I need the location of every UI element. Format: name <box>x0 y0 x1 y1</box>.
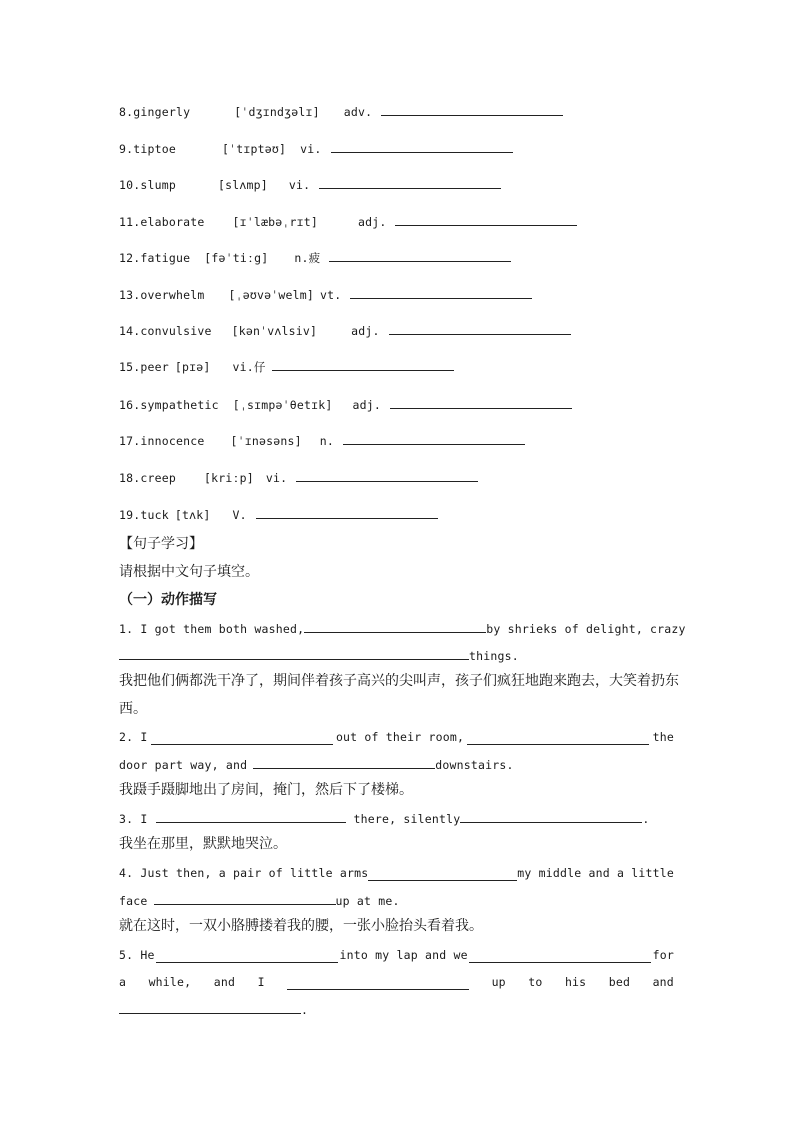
sentence-text: 1. I got them both washed, <box>119 622 305 636</box>
answer-blank[interactable] <box>287 977 469 990</box>
answer-blank[interactable] <box>469 950 651 963</box>
sentence-text: 3. I <box>119 812 148 826</box>
vocab-pos: adj. <box>357 215 387 229</box>
sentence-2-line-2 <box>119 756 674 773</box>
sentence-text: into my lap and we <box>339 948 468 962</box>
sentence-1-translation-1: 我把他们俩都洗干净了，期间伴着孩子高兴的尖叫声，孩子们疯狂地跑来跑去，大笑着扔东 <box>119 673 679 689</box>
vocab-phonetic: [tʌk] <box>174 508 211 522</box>
vocab-phonetic: [kənˈvʌlsiv] <box>231 324 318 338</box>
answer-blank[interactable] <box>256 506 438 519</box>
vocab-phonetic: [ɪˈlæbəˌrɪt] <box>232 215 318 229</box>
sentence-text: 5. He <box>119 948 155 962</box>
answer-blank[interactable] <box>156 950 338 963</box>
sentence-3-line-1 <box>119 810 674 827</box>
vocab-item-8 <box>119 103 563 120</box>
vocab-item-15 <box>119 358 454 375</box>
sentence-4-line-1 <box>119 865 674 881</box>
answer-blank[interactable] <box>368 868 517 881</box>
vocab-pos: V. <box>232 508 247 522</box>
answer-blank[interactable] <box>304 620 486 633</box>
vocab-phonetic: [fəˈtiːg] <box>204 251 269 265</box>
vocab-item-14 <box>119 322 571 339</box>
vocab-word: 13.overwhelm <box>119 288 205 302</box>
vocab-phonetic: [ˈtɪptəʊ] <box>222 142 287 156</box>
sentence-text: out of their room, <box>335 730 465 744</box>
vocab-word: 14.convulsive <box>119 324 212 338</box>
sentence-text: up at me. <box>335 894 400 908</box>
sentence-word: to <box>528 975 543 989</box>
vocab-pos: vi. <box>288 178 311 192</box>
answer-blank[interactable] <box>156 810 346 823</box>
vocab-word: 10.slump <box>119 178 176 192</box>
vocab-item-17 <box>119 432 525 449</box>
vocab-item-11 <box>119 213 577 230</box>
answer-blank[interactable] <box>296 469 478 482</box>
vocab-item-9 <box>119 140 513 157</box>
sentence-text: by shrieks of delight, crazy <box>486 622 686 636</box>
answer-blank[interactable] <box>151 732 333 745</box>
vocab-item-19 <box>119 506 438 523</box>
vocab-phonetic: [ˈɪnəsəns] <box>230 434 302 448</box>
sentence-text: the <box>652 730 674 744</box>
answer-blank[interactable] <box>350 286 532 299</box>
sentence-text: things. <box>469 649 519 663</box>
answer-blank[interactable] <box>119 1001 301 1014</box>
sentence-3-translation: 我坐在那里，默默地哭泣。 <box>119 836 287 852</box>
sentence-1-line-2 <box>119 647 674 664</box>
vocab-phonetic: [ˈdʒɪndʒəlɪ] <box>234 105 320 119</box>
vocab-item-18 <box>119 469 478 486</box>
sentence-text: 2. I <box>119 730 148 744</box>
vocab-pos: n. <box>319 434 334 448</box>
sentence-1-translation-2: 西。 <box>119 701 147 717</box>
instruction-text: 请根据中文句子填空。 <box>119 564 259 580</box>
sentence-text: face <box>119 894 148 908</box>
sentence-word: his <box>564 975 587 989</box>
answer-blank[interactable] <box>272 358 454 371</box>
section-title: 【句子学习】 <box>119 536 203 552</box>
sentence-text: for <box>652 948 674 962</box>
answer-blank[interactable] <box>381 103 563 116</box>
answer-blank[interactable] <box>343 432 525 445</box>
vocab-phonetic: [pɪə] <box>174 360 211 374</box>
sentence-word: bed <box>608 975 631 989</box>
answer-blank[interactable] <box>154 892 336 905</box>
sentence-text: downstairs. <box>435 758 514 772</box>
vocab-pos: vt. <box>319 288 342 302</box>
vocab-item-12 <box>119 249 511 266</box>
vocab-phonetic: [kriːp] <box>204 471 254 485</box>
answer-blank[interactable] <box>329 249 511 262</box>
sentence-word: I <box>257 975 265 989</box>
answer-blank[interactable] <box>253 756 435 769</box>
vocab-word: 12.fatigue <box>119 251 191 265</box>
vocab-pos: vi. <box>300 142 322 156</box>
vocab-word: 18.creep <box>119 471 176 485</box>
sentence-4-translation: 就在这时，一双小胳膊搂着我的腰，一张小脸抬头看着我。 <box>119 918 483 934</box>
sentence-5-line-1 <box>119 947 674 963</box>
vocab-pos: vi. <box>265 471 288 485</box>
sentence-text: door part way, and <box>119 758 248 772</box>
answer-blank[interactable] <box>389 322 571 335</box>
vocab-phonetic: [ˌəʊvəˈwelm] <box>228 288 314 302</box>
sentence-word: and <box>652 975 674 989</box>
vocab-item-16 <box>119 396 572 413</box>
sentence-text: there, silently <box>353 812 461 826</box>
sentence-5-line-2 <box>119 974 674 990</box>
sentence-text: my middle and a little <box>517 866 674 880</box>
vocab-item-10 <box>119 176 501 193</box>
vocab-word: 15.peer <box>119 360 169 374</box>
sentence-word: up <box>491 975 506 989</box>
sentence-text: . <box>642 812 650 826</box>
answer-blank[interactable] <box>467 732 649 745</box>
vocab-pos: adv. <box>343 105 373 119</box>
sentence-text: 4. Just then, a pair of little arms <box>119 866 369 880</box>
answer-blank[interactable] <box>119 647 469 660</box>
answer-blank[interactable] <box>460 810 642 823</box>
sentence-4-line-2 <box>119 892 674 909</box>
vocab-pos: adj. <box>351 324 380 338</box>
vocab-phonetic: [ˌsɪmpəˈθetɪk] <box>232 398 333 412</box>
vocab-word: 17.innocence <box>119 434 205 448</box>
sentence-text: . <box>301 1003 309 1017</box>
answer-blank[interactable] <box>319 176 501 189</box>
sentence-2-translation: 我蹑手蹑脚地出了房间，掩门，然后下了楼梯。 <box>119 782 413 798</box>
vocab-item-13 <box>119 286 532 303</box>
sentence-word: and <box>213 975 236 989</box>
answer-blank[interactable] <box>390 396 572 409</box>
vocab-phonetic: [slʌmp] <box>218 178 268 192</box>
vocab-word: 8.gingerly <box>119 105 191 119</box>
vocab-word: 19.tuck <box>119 508 169 522</box>
sentence-word: while, <box>148 975 192 989</box>
subsection-title: （一）动作描写 <box>119 592 217 608</box>
answer-blank[interactable] <box>395 213 577 226</box>
sentence-1-line-1 <box>119 620 686 637</box>
sentence-word: a <box>119 975 127 989</box>
vocab-word: 9.tiptoe <box>119 142 176 156</box>
vocab-pos: vi.仔 <box>232 360 266 374</box>
vocab-pos: n.疲 <box>294 251 321 265</box>
sentence-5-line-3 <box>119 1001 674 1018</box>
answer-blank[interactable] <box>331 140 513 153</box>
vocab-word: 16.sympathetic <box>119 398 219 412</box>
sentence-2-line-1 <box>119 729 674 745</box>
vocab-pos: adj. <box>352 398 381 412</box>
vocab-word: 11.elaborate <box>119 215 205 229</box>
